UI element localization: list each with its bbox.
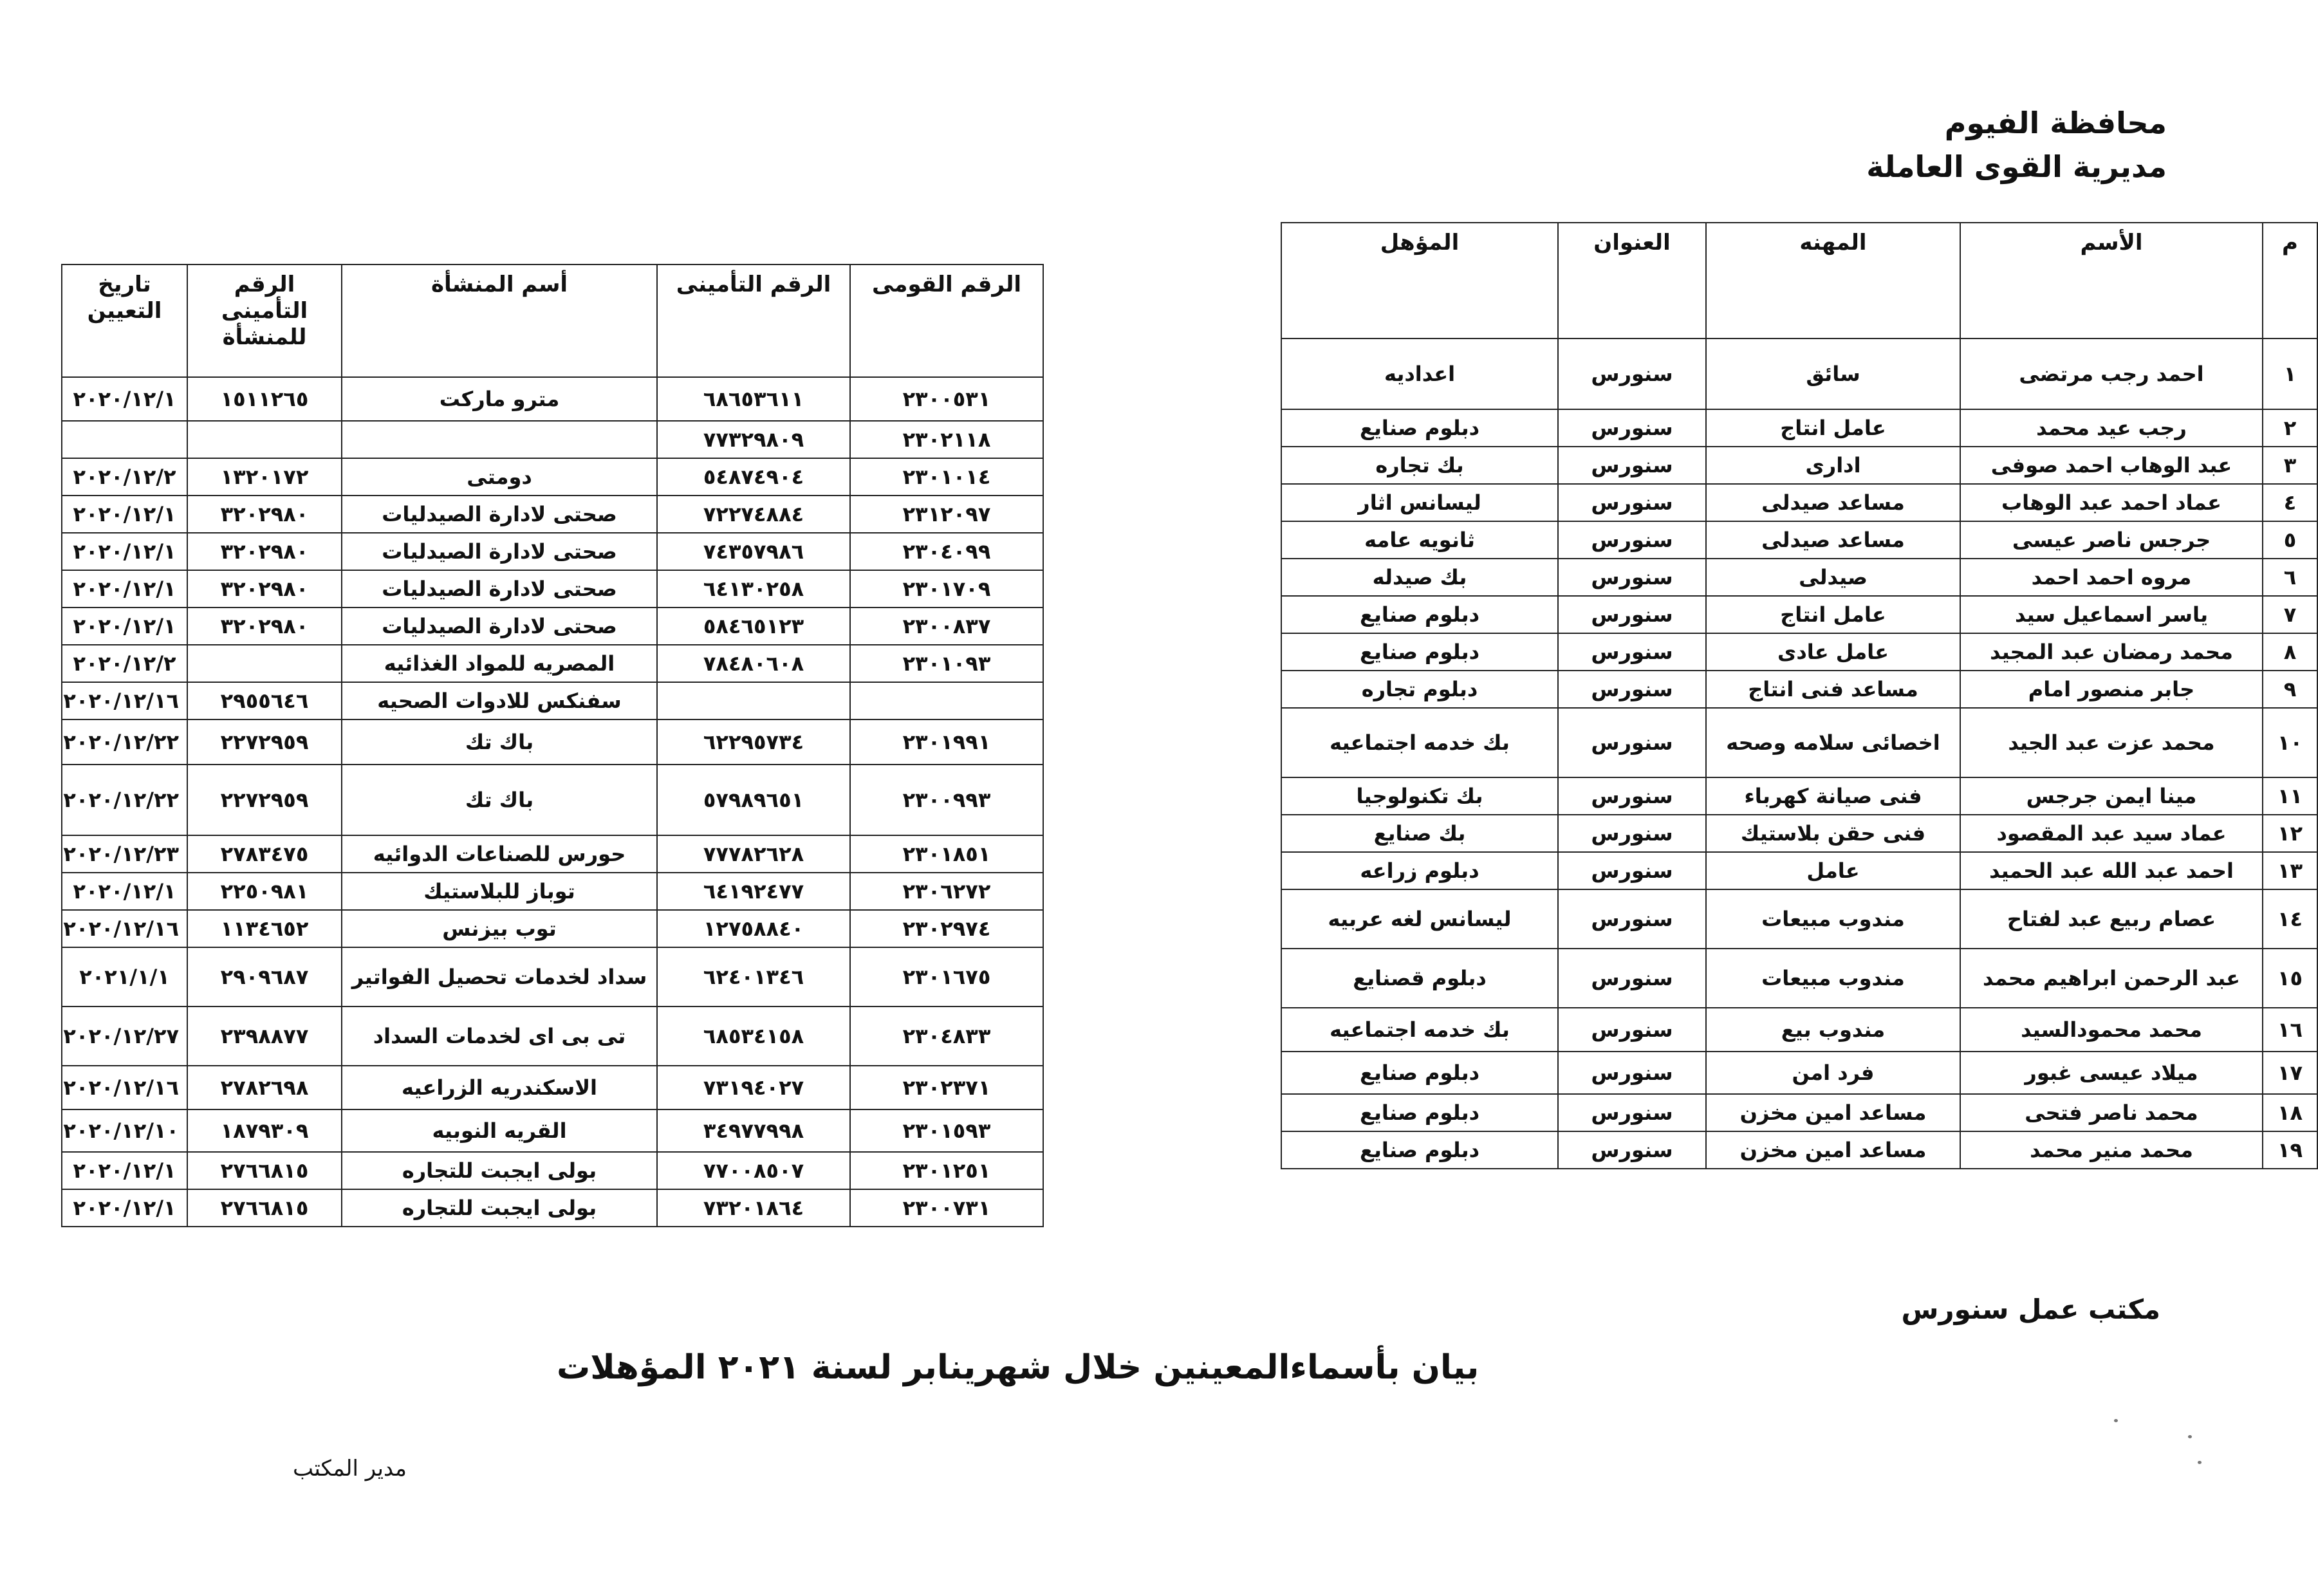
cell-name: مروه احمد احمد (1960, 559, 2263, 596)
table-row (62, 645, 1043, 682)
cell-facility-insurance (187, 421, 342, 458)
table-row (1281, 852, 2317, 889)
table-row (1281, 671, 2317, 708)
cell-hire-date: ٢٠٢٠/١٢/١ (62, 570, 187, 608)
cell-insurance-no: ٧٣١٩٤٠٢٧ (657, 1066, 850, 1109)
cell-address: سنورس (1558, 949, 1706, 1008)
cell-job: عامل انتاج (1706, 596, 1960, 633)
table-row (62, 608, 1043, 645)
cell-job: مندوب مبيعات (1706, 949, 1960, 1008)
table-row (1281, 1052, 2317, 1094)
cell-name: محمد رمضان عبد المجيد (1960, 633, 2263, 671)
cell-facility: توباز للبلاستيك (342, 873, 657, 910)
table-row (1281, 447, 2317, 484)
cell-job: مساعد امين مخزن (1706, 1131, 1960, 1169)
cell-national-id: ٢٣٠٤٠٩٩ (850, 533, 1043, 570)
cell-name: جرجس ناصر عيسى (1960, 521, 2263, 559)
table-row (1281, 889, 2317, 949)
cell-facility-insurance: ٢٩٠٩٦٨٧ (187, 947, 342, 1007)
cell-hire-date: ٢٠٢٠/١٢/٢ (62, 645, 187, 682)
cell-job: مساعد فنى انتاج (1706, 671, 1960, 708)
cell-insurance-no: ٦٢٢٩٥٧٣٤ (657, 719, 850, 765)
cell-address: سنورس (1558, 708, 1706, 777)
cell-name: رجب عيد محمد (1960, 409, 2263, 447)
table-row (1281, 559, 2317, 596)
cell-facility-insurance: ٢٩٥٥٦٤٦ (187, 682, 342, 719)
table-row (62, 533, 1043, 570)
table-row (62, 1189, 1043, 1227)
cell-address: سنورس (1558, 815, 1706, 852)
cell-insurance-no: ٦٤١٩٢٤٧٧ (657, 873, 850, 910)
cell-insurance-no: ٧٧٠٠٨٥٠٧ (657, 1152, 850, 1189)
table-header-row (1281, 223, 2317, 339)
cell-job: صيدلى (1706, 559, 1960, 596)
cell-hire-date: ٢٠٢٠/١٢/١٦ (62, 910, 187, 947)
col-header-name: الأسم (1960, 223, 2263, 339)
cell-national-id: ٢٣٠٠٨٣٧ (850, 608, 1043, 645)
employment-table (61, 264, 1044, 1227)
cell-name: مينا ايمن جرجس (1960, 777, 2263, 815)
col-header-facility-insurance: الرقم التأمينى للمنشأة (187, 264, 342, 377)
scan-speck (2114, 1419, 2118, 1422)
governorate-title: محافظة الفيوم (1944, 106, 2167, 140)
col-header-num: م (2263, 223, 2317, 339)
cell-qualification: دبلوم صنايع (1281, 633, 1558, 671)
cell-num: ١٦ (2263, 1008, 2317, 1052)
cell-address: سنورس (1558, 852, 1706, 889)
table-row (62, 570, 1043, 608)
cell-address: سنورس (1558, 559, 1706, 596)
cell-facility-insurance: ١١٣٤٦٥٢ (187, 910, 342, 947)
cell-qualification: اعداديه (1281, 339, 1558, 409)
cell-insurance-no: ٧٣٢٠١٨٦٤ (657, 1189, 850, 1227)
cell-job: فنى صيانة كهرباء (1706, 777, 1960, 815)
office-name: مكتب عمل سنورس (1901, 1294, 2160, 1325)
cell-national-id: ٢٣٠٢٩٧٤ (850, 910, 1043, 947)
cell-national-id: ٢٣٠٠٥٣١ (850, 377, 1043, 421)
cell-name: عصام ربيع عبد لفتاح (1960, 889, 2263, 949)
cell-facility-insurance (187, 645, 342, 682)
cell-name: عبد الرحمن ابراهيم محمد (1960, 949, 2263, 1008)
cell-hire-date: ٢٠٢١/١/١ (62, 947, 187, 1007)
cell-qualification: دبلوم زراعه (1281, 852, 1558, 889)
cell-qualification: ليسانس لغه عربيه (1281, 889, 1558, 949)
cell-num: ١٥ (2263, 949, 2317, 1008)
cell-address: سنورس (1558, 521, 1706, 559)
table-row (1281, 409, 2317, 447)
cell-num: ١٨ (2263, 1094, 2317, 1131)
cell-national-id: ٢٣٠١٧٠٩ (850, 570, 1043, 608)
cell-facility: المصريه للمواد الغذائيه (342, 645, 657, 682)
cell-facility-insurance: ١٥١١٢٦٥ (187, 377, 342, 421)
cell-national-id: ٢٣٠١٥٩٣ (850, 1109, 1043, 1152)
table-row (62, 1152, 1043, 1189)
cell-address: سنورس (1558, 1052, 1706, 1094)
cell-num: ٧ (2263, 596, 2317, 633)
cell-hire-date: ٢٠٢٠/١٢/٢٢ (62, 765, 187, 835)
cell-address: سنورس (1558, 633, 1706, 671)
cell-facility (342, 421, 657, 458)
cell-num: ١ (2263, 339, 2317, 409)
cell-num: ٣ (2263, 447, 2317, 484)
cell-job: فنى حقن بلاستيك (1706, 815, 1960, 852)
cell-insurance-no: ٧٤٣٥٧٩٨٦ (657, 533, 850, 570)
cell-hire-date: ٢٠٢٠/١٢/١ (62, 873, 187, 910)
cell-address: سنورس (1558, 1008, 1706, 1052)
cell-qualification: بك صنايع (1281, 815, 1558, 852)
cell-national-id: ٢٣٠١٠١٤ (850, 458, 1043, 496)
cell-qualification: دبلوم قصنايع (1281, 949, 1558, 1008)
cell-hire-date (62, 421, 187, 458)
cell-address: سنورس (1558, 447, 1706, 484)
cell-qualification: بك خدمه اجتماعيه (1281, 708, 1558, 777)
cell-national-id: ٢٣٠١٩٩١ (850, 719, 1043, 765)
cell-num: ١٢ (2263, 815, 2317, 852)
cell-insurance-no: ٧٨٤٨٠٦٠٨ (657, 645, 850, 682)
col-header-hire-date: تاريخ التعيين (62, 264, 187, 377)
table-row (62, 421, 1043, 458)
cell-national-id: ٢٣١٢٠٩٧ (850, 496, 1043, 533)
cell-national-id: ٢٣٠٠٧٣١ (850, 1189, 1043, 1227)
cell-qualification: ليسانس اثار (1281, 484, 1558, 521)
cell-insurance-no: ٧٧٣٢٩٨٠٩ (657, 421, 850, 458)
cell-job: فرد امن (1706, 1052, 1960, 1094)
table-row (62, 377, 1043, 421)
cell-qualification: دبلوم صنايع (1281, 596, 1558, 633)
cell-insurance-no: ٥٨٤٦٥١٢٣ (657, 608, 850, 645)
cell-insurance-no: ٦٨٦٥٣٦١١ (657, 377, 850, 421)
cell-qualification: بك تكنولوجيا (1281, 777, 1558, 815)
cell-hire-date: ٢٠٢٠/١٢/٢ (62, 458, 187, 496)
cell-facility: توب بيزنس (342, 910, 657, 947)
table-row (62, 1066, 1043, 1109)
cell-insurance-no: ١٢٧٥٨٨٤٠ (657, 910, 850, 947)
table-row (62, 458, 1043, 496)
cell-num: ٤ (2263, 484, 2317, 521)
cell-qualification: ثانويه عامه (1281, 521, 1558, 559)
cell-facility: تى بى اى لخدمات السداد (342, 1007, 657, 1066)
table-row (62, 765, 1043, 835)
cell-job: مندوب بيع (1706, 1008, 1960, 1052)
cell-name: عماد احمد عبد الوهاب (1960, 484, 2263, 521)
cell-address: سنورس (1558, 1094, 1706, 1131)
table-row (62, 1109, 1043, 1152)
cell-hire-date: ٢٠٢٠/١٢/١ (62, 1152, 187, 1189)
cell-facility: سفنكس للادوات الصحيه (342, 682, 657, 719)
cell-facility: صحتى لادارة الصيدليات (342, 570, 657, 608)
cell-facility-insurance: ٣٢٠٢٩٨٠ (187, 570, 342, 608)
cell-insurance-no: ٧٧٧٨٢٦٢٨ (657, 835, 850, 873)
col-header-facility: أسم المنشأة (342, 264, 657, 377)
cell-hire-date: ٢٠٢٠/١٢/١٠ (62, 1109, 187, 1152)
cell-address: سنورس (1558, 596, 1706, 633)
cell-hire-date: ٢٠٢٠/١٢/١ (62, 377, 187, 421)
manager-signature-label: مدير المكتب (293, 1456, 407, 1481)
cell-facility-insurance: ٣٢٠٢٩٨٠ (187, 533, 342, 570)
table-row (1281, 708, 2317, 777)
cell-national-id: ٢٣٠٢١١٨ (850, 421, 1043, 458)
col-header-address: العنوان (1558, 223, 1706, 339)
cell-name: محمد محمودالسيد (1960, 1008, 2263, 1052)
cell-facility-insurance: ٢٢٧٢٩٥٩ (187, 719, 342, 765)
cell-national-id: ٢٣٠١٨٥١ (850, 835, 1043, 873)
cell-facility-insurance: ٢٢٧٢٩٥٩ (187, 765, 342, 835)
cell-facility-insurance: ٣٢٠٢٩٨٠ (187, 496, 342, 533)
table-row (1281, 484, 2317, 521)
scan-speck (2188, 1435, 2192, 1438)
cell-name: عماد سيد عبد المقصود (1960, 815, 2263, 852)
cell-national-id (850, 682, 1043, 719)
cell-num: ١١ (2263, 777, 2317, 815)
cell-qualification: دبلوم تجاره (1281, 671, 1558, 708)
cell-name: محمد ناصر فتحى (1960, 1094, 2263, 1131)
cell-national-id: ٢٣٠١٠٩٣ (850, 645, 1043, 682)
cell-facility-insurance: ٢٧٨٣٤٧٥ (187, 835, 342, 873)
cell-facility: بولى ايجبت للتجاره (342, 1189, 657, 1227)
employees-table (1281, 222, 2318, 1169)
table-row (1281, 596, 2317, 633)
cell-job: مساعد صيدلى (1706, 521, 1960, 559)
cell-facility-insurance: ٣٢٠٢٩٨٠ (187, 608, 342, 645)
cell-facility: صحتى لادارة الصيدليات (342, 496, 657, 533)
table-row (62, 947, 1043, 1007)
cell-facility: بولى ايجبت للتجاره (342, 1152, 657, 1189)
cell-qualification: بك صيدله (1281, 559, 1558, 596)
cell-facility: الاسكندريه الزراعيه (342, 1066, 657, 1109)
cell-qualification: بك خدمه اجتماعيه (1281, 1008, 1558, 1052)
cell-insurance-no: ٧٢٢٧٤٨٨٤ (657, 496, 850, 533)
cell-facility-insurance: ٢٧٦٦٨١٥ (187, 1189, 342, 1227)
table-row (62, 719, 1043, 765)
table-row (1281, 339, 2317, 409)
cell-insurance-no: ٦٨٥٣٤١٥٨ (657, 1007, 850, 1066)
cell-qualification: دبلوم صنايع (1281, 1131, 1558, 1169)
cell-address: سنورس (1558, 339, 1706, 409)
cell-facility-insurance: ٢٣٩٨٨٧٧ (187, 1007, 342, 1066)
table-row (62, 873, 1043, 910)
cell-name: عبد الوهاب احمد صوفى (1960, 447, 2263, 484)
cell-job: مساعد امين مخزن (1706, 1094, 1960, 1131)
cell-qualification: دبلوم صنايع (1281, 1052, 1558, 1094)
cell-hire-date: ٢٠٢٠/١٢/١ (62, 1189, 187, 1227)
cell-insurance-no: ٦٢٤٠١٣٤٦ (657, 947, 850, 1007)
cell-hire-date: ٢٠٢٠/١٢/١٦ (62, 682, 187, 719)
cell-num: ١٧ (2263, 1052, 2317, 1094)
cell-num: ١٩ (2263, 1131, 2317, 1169)
cell-name: احمد رجب مرتضى (1960, 339, 2263, 409)
cell-facility-insurance: ٢٧٨٢٦٩٨ (187, 1066, 342, 1109)
table-row (62, 682, 1043, 719)
cell-job: اخصائى سلامه وصحه (1706, 708, 1960, 777)
cell-facility: سداد لخدمات تحصيل الفواتير (342, 947, 657, 1007)
cell-insurance-no: ٦٤١٣٠٢٥٨ (657, 570, 850, 608)
cell-hire-date: ٢٠٢٠/١٢/٢٣ (62, 835, 187, 873)
cell-name: محمد منير محمد (1960, 1131, 2263, 1169)
cell-job: عامل انتاج (1706, 409, 1960, 447)
cell-name: احمد عبد الله عبد الحميد (1960, 852, 2263, 889)
cell-hire-date: ٢٠٢٠/١٢/١٦ (62, 1066, 187, 1109)
cell-hire-date: ٢٠٢٠/١٢/٢٧ (62, 1007, 187, 1066)
cell-hire-date: ٢٠٢٠/١٢/١ (62, 533, 187, 570)
table-row (1281, 1094, 2317, 1131)
table-row (1281, 815, 2317, 852)
cell-num: ٦ (2263, 559, 2317, 596)
cell-num: ٢ (2263, 409, 2317, 447)
cell-national-id: ٢٣٠٢٣٧١ (850, 1066, 1043, 1109)
cell-insurance-no (657, 682, 850, 719)
cell-name: جابر منصور امام (1960, 671, 2263, 708)
cell-national-id: ٢٣٠٠٩٩٣ (850, 765, 1043, 835)
col-header-job: المهنه (1706, 223, 1960, 339)
table-row (1281, 1008, 2317, 1052)
table-row (1281, 949, 2317, 1008)
col-header-qualification: المؤهل (1281, 223, 1558, 339)
cell-insurance-no: ٥٧٩٨٩٦٥١ (657, 765, 850, 835)
cell-name: ميلاد عيسى غبور (1960, 1052, 2263, 1094)
table-row (1281, 1131, 2317, 1169)
cell-facility: باك تك (342, 765, 657, 835)
cell-address: سنورس (1558, 1131, 1706, 1169)
cell-job: ادارى (1706, 447, 1960, 484)
cell-num: ١٣ (2263, 852, 2317, 889)
cell-insurance-no: ٣٤٩٧٧٩٩٨ (657, 1109, 850, 1152)
cell-job: عامل عادى (1706, 633, 1960, 671)
cell-facility-insurance: ٢٢٥٠٩٨١ (187, 873, 342, 910)
cell-qualification: دبلوم صنايع (1281, 409, 1558, 447)
col-header-national-id: الرقم القومى (850, 264, 1043, 377)
table-row (1281, 777, 2317, 815)
cell-facility: دومتى (342, 458, 657, 496)
cell-facility: مترو ماركت (342, 377, 657, 421)
cell-name: ياسر اسماعيل سيد (1960, 596, 2263, 633)
cell-qualification: بك تجاره (1281, 447, 1558, 484)
cell-national-id: ٢٣٠١٦٧٥ (850, 947, 1043, 1007)
document-title: بيان بأسماءالمعينين خلال شهرينابر لسنة ٢٠٢١ المؤهلات (557, 1348, 1479, 1387)
table-row (62, 496, 1043, 533)
table-header-row (62, 264, 1043, 377)
cell-facility: القريه النوبيه (342, 1109, 657, 1152)
table-row (1281, 521, 2317, 559)
table-row (62, 835, 1043, 873)
cell-hire-date: ٢٠٢٠/١٢/١ (62, 496, 187, 533)
cell-num: ٩ (2263, 671, 2317, 708)
cell-address: سنورس (1558, 484, 1706, 521)
table-row (62, 1007, 1043, 1066)
cell-num: ٨ (2263, 633, 2317, 671)
col-header-insurance-no: الرقم التأمينى (657, 264, 850, 377)
cell-national-id: ٢٣٠٤٨٣٣ (850, 1007, 1043, 1066)
cell-facility: باك تك (342, 719, 657, 765)
cell-job: عامل (1706, 852, 1960, 889)
cell-job: مساعد صيدلى (1706, 484, 1960, 521)
directorate-title: مديرية القوى العاملة (1866, 149, 2167, 184)
cell-address: سنورس (1558, 409, 1706, 447)
cell-address: سنورس (1558, 777, 1706, 815)
cell-qualification: دبلوم صنايع (1281, 1094, 1558, 1131)
cell-num: ١٠ (2263, 708, 2317, 777)
cell-national-id: ٢٣٠١٢٥١ (850, 1152, 1043, 1189)
cell-hire-date: ٢٠٢٠/١٢/١ (62, 608, 187, 645)
cell-address: سنورس (1558, 671, 1706, 708)
cell-national-id: ٢٣٠٦٢٧٢ (850, 873, 1043, 910)
cell-facility: صحتى لادارة الصيدليات (342, 533, 657, 570)
table-row (1281, 633, 2317, 671)
cell-facility-insurance: ٢٧٦٦٨١٥ (187, 1152, 342, 1189)
cell-facility-insurance: ١٨٧٩٣٠٩ (187, 1109, 342, 1152)
cell-name: محمد عزت عبد الجيد (1960, 708, 2263, 777)
cell-facility: حورس للصناعات الدوائيه (342, 835, 657, 873)
table-row (62, 910, 1043, 947)
cell-facility-insurance: ١٣٢٠١٧٢ (187, 458, 342, 496)
cell-job: مندوب مبيعات (1706, 889, 1960, 949)
cell-job: سائق (1706, 339, 1960, 409)
cell-insurance-no: ٥٤٨٧٤٩٠٤ (657, 458, 850, 496)
cell-facility: صحتى لادارة الصيدليات (342, 608, 657, 645)
scan-speck (2198, 1461, 2202, 1464)
cell-num: ٥ (2263, 521, 2317, 559)
cell-address: سنورس (1558, 889, 1706, 949)
cell-hire-date: ٢٠٢٠/١٢/٢٢ (62, 719, 187, 765)
cell-num: ١٤ (2263, 889, 2317, 949)
